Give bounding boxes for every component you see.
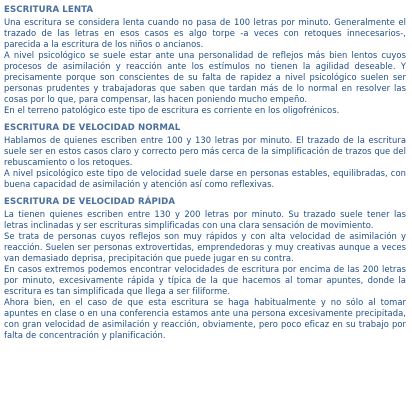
paragraph: A nivel psicológico este tipo de velocidad suele darse en personas estables, equilibradas, con buena capacidad de asimilación y atención así como reflexivas.: [4, 168, 406, 189]
paragraph: En casos extremos podemos encontrar velocidades de escritura por encima de las 200 letras por minuto, excesivamente rápida y típica de la que hacemos al tomar apuntes, donde la escritura es tan simplificada que llega a ser filiforme.: [4, 264, 406, 296]
paragraph: Hablamos de quienes escriben entre 100 y 130 letras por minuto. El trazado de la escritura suele ser en estos casos claro y correcto pero más cerca de la simplificación de trazos que del rebuscamiento o los retoques.: [4, 135, 406, 167]
paragraph: En el terreno patológico este tipo de escritura es corriente en los oligofrénicos.: [4, 105, 340, 115]
section-escritura-velocidad-normal: [4, 122, 406, 190]
paragraph: Ahora bien, en el caso de que esta escritura se haga habitualmente y no sólo al tomar apuntes en clase o en una conferencia estamos ante una persona excesivamente precipitada, con gran velocidad de asimilación y reacción, obviamente, pero poco eficaz en su trabajo por falta de concentración y planificación.: [4, 297, 406, 340]
section-heading: ESCRITURA DE VELOCIDAD NORMAL: [4, 123, 181, 133]
paragraph: La tienen quienes escriben entre 130 y 200 letras por minuto. Su trazado suele tener las letras inclinadas y ser escrituras simplificadas con una clara sensación de movimiento.: [4, 209, 406, 230]
section-heading: ESCRITURA DE VELOCIDAD RÁPIDA: [4, 197, 176, 207]
section-escritura-velocidad-rapida: [4, 196, 406, 341]
paragraph: Se trata de personas cuyos reflejos son muy rápidos y con alta velocidad de asimilación y reacción. Suelen ser personas extrovertidas, emprendedoras y muy creativas aunque a veces van demasiado deprisa, precipitación que puede jugar en su contra.: [4, 231, 406, 263]
section-heading: ESCRITURA LENTA: [4, 5, 94, 15]
section-escritura-lenta: [4, 4, 406, 116]
article: [4, 0, 406, 341]
paragraph: Una escritura se considera lenta cuando no pasa de 100 letras por minuto. Generalmente el trazado de las letras en esos casos es algo torpe -a veces con retoques innecesarios-, parecida a la escritura de los niños o ancianos.: [4, 17, 406, 49]
paragraph: A nivel psicológico se suele estar ante una personalidad de reflejos más bien lentos cuyos procesos de asimilación y reacción ante los estímulos no tienen la agilidad deseable. Y precisamente porque son conscientes de su falta de rapidez a nivel psicológico suelen ser personas prudentes y trabajadoras que saben que tardan más de lo normal en resolver las cosas por lo que, para compensar, las hacen poniendo mucho empeño.: [4, 50, 406, 104]
